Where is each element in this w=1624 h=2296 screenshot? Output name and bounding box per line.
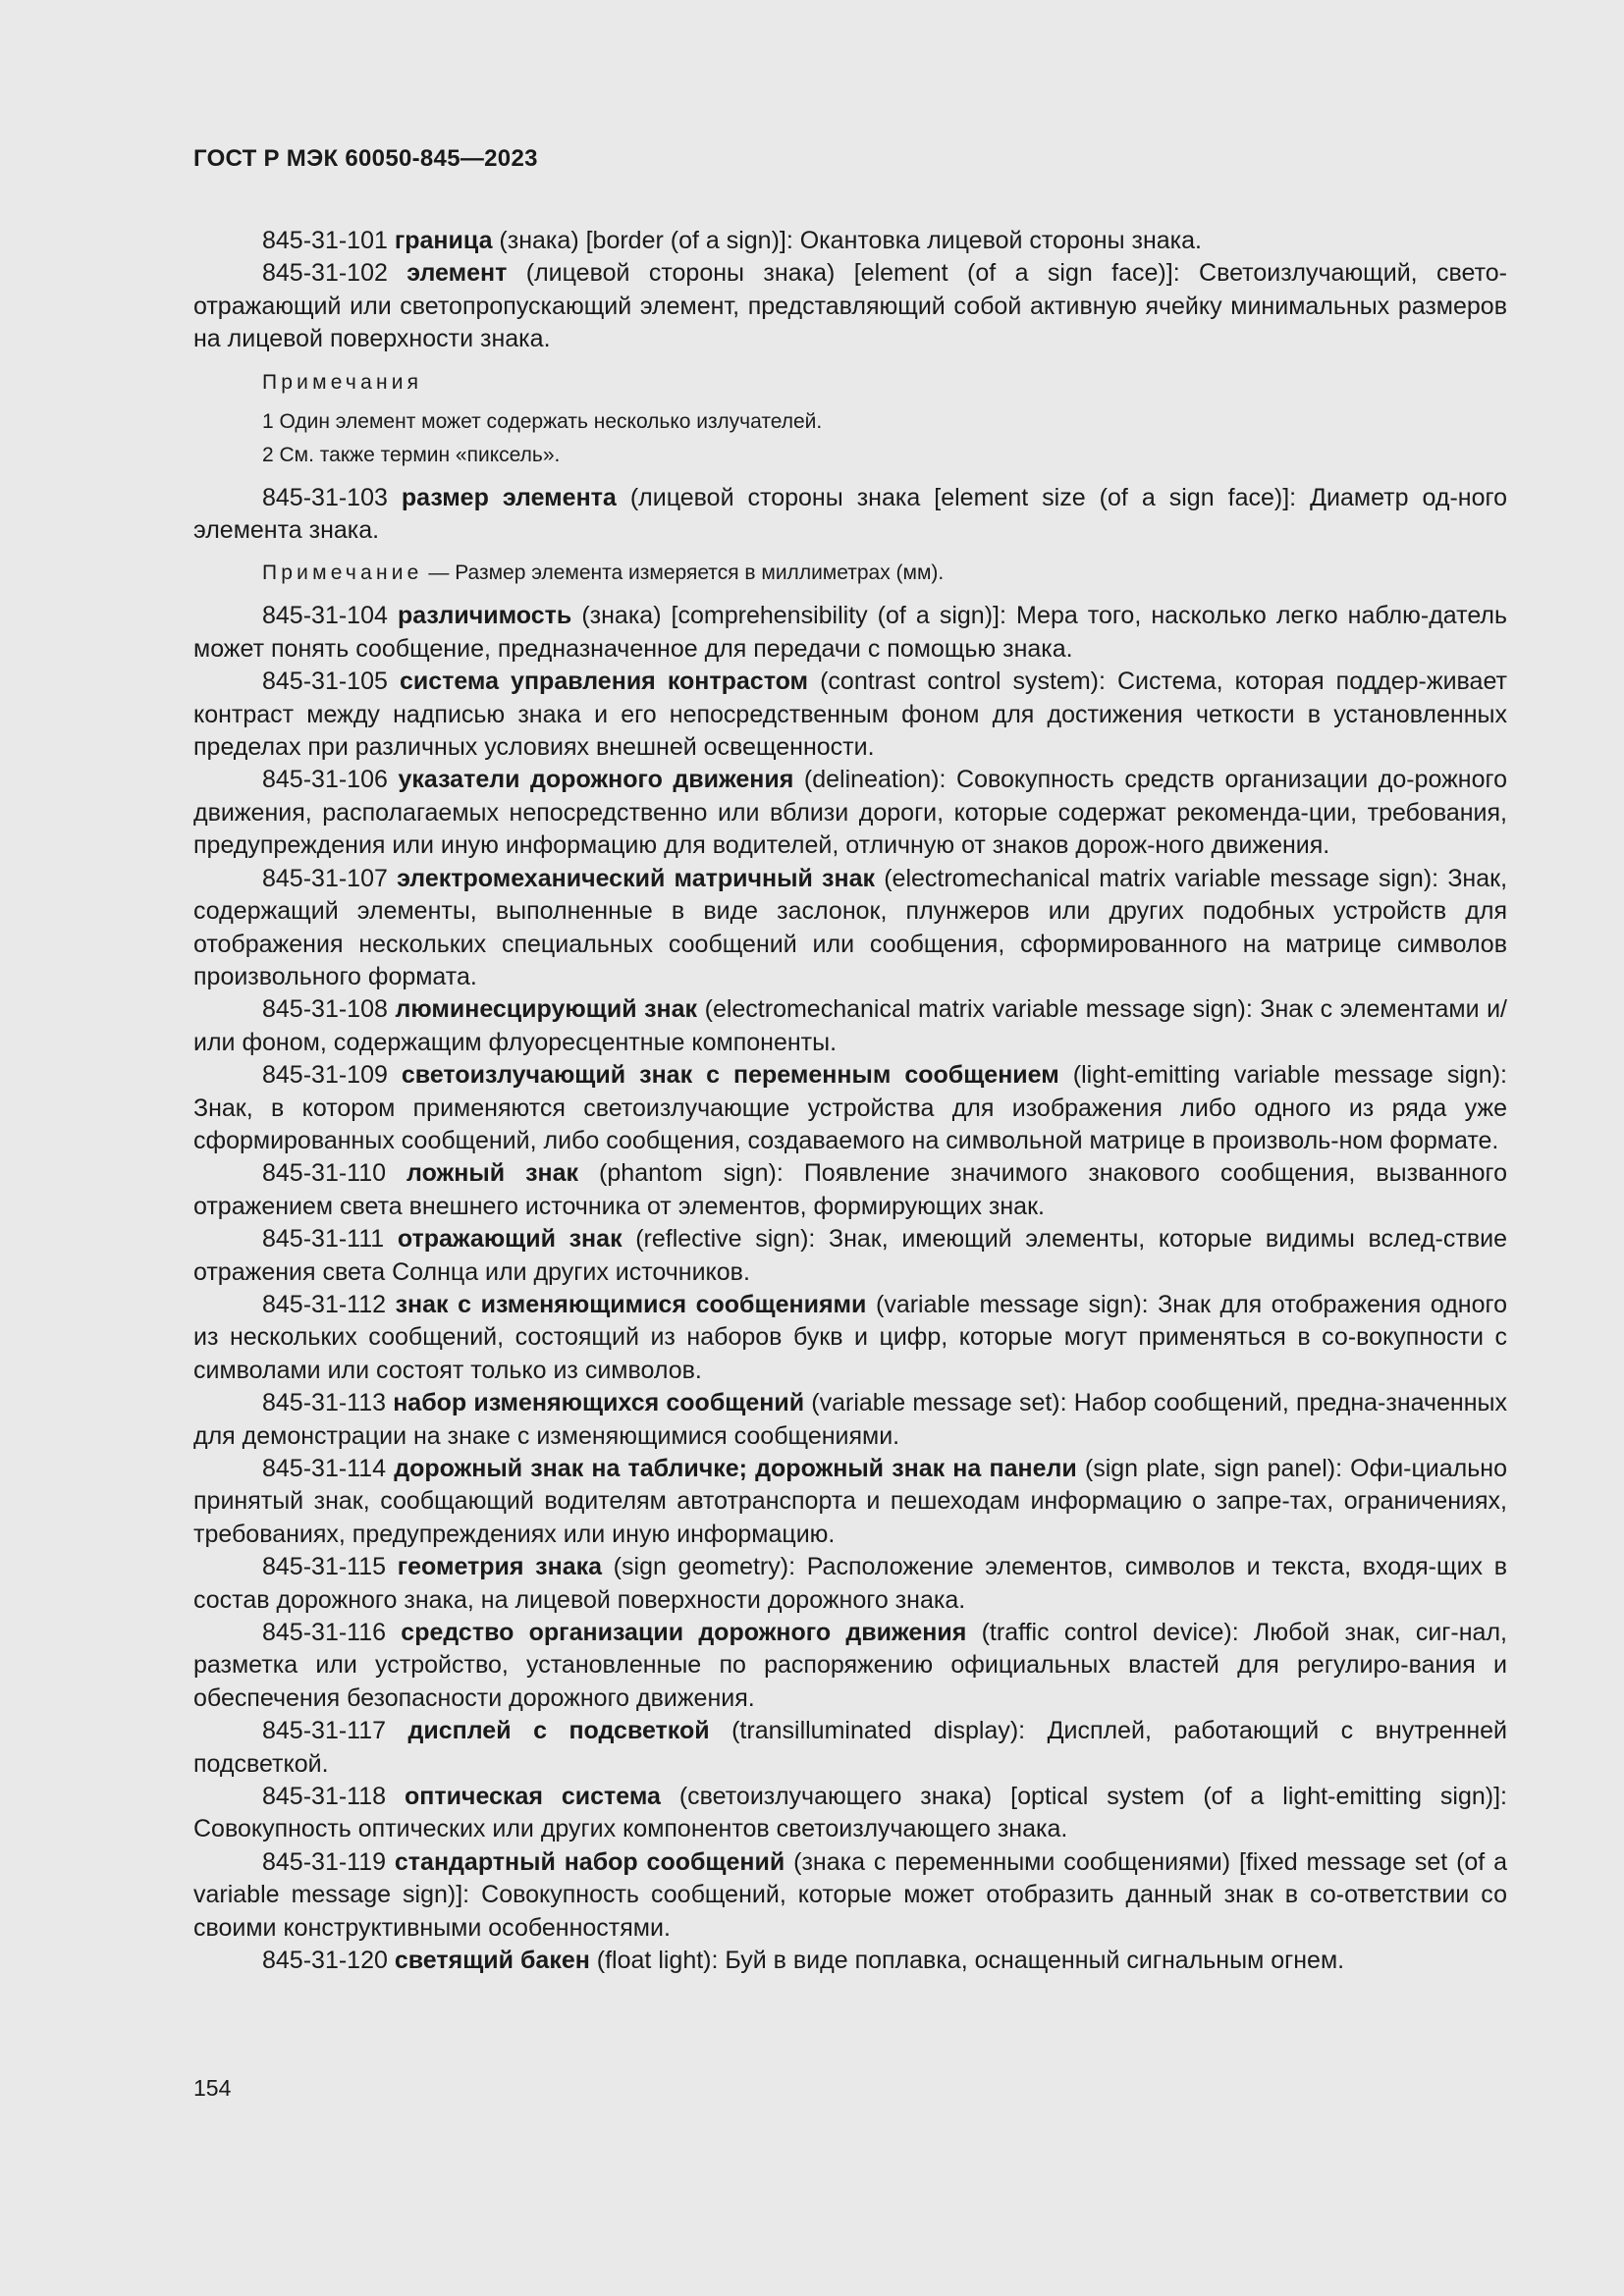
term-name: различимость	[397, 602, 572, 630]
note-item: 2 См. также термин «пиксель».	[262, 443, 561, 466]
term-definition: (variable message set): Набор сообщений, предна-значенных для демонстрации на знаке с изменяющимися сообщениями.	[193, 1389, 1507, 1450]
note	[262, 557, 1507, 590]
term-number: 845-31-108	[262, 995, 388, 1024]
term-definition: (delineation): Совокупность средств организации до-рожного движения, располагаемых непосредственно или вблизи дороги, которые содержат рекоменда-ции, требования, предупреждения или иную информацию для водителей, отличную от знаков дорож-ного движения.	[193, 766, 1507, 860]
term-entry	[193, 1289, 1507, 1387]
document-body	[193, 225, 1507, 1978]
term-definition: (знака) [border (of a sign)]: Окантовка лицевой стороны знака.	[492, 227, 1202, 254]
term-entry	[193, 1846, 1507, 1945]
term-entry	[193, 1157, 1507, 1223]
term-definition: (sign geometry): Расположение элементов, символов и текста, входя-щих в состав дорожного знака, на лицевой поверхности дорожного знака.	[193, 1553, 1507, 1614]
term-name: стандартный набор сообщений	[394, 1847, 785, 1876]
term-number: 845-31-119	[262, 1847, 387, 1876]
term-number: 845-31-101	[262, 227, 388, 254]
term-entry	[193, 1223, 1507, 1289]
term-definition: (contrast control system): Система, которая поддер-живает контраст между надписью знака и его непосредственным фоном для достижения четкости в установленных пределах при различных условиях внешней освещенности.	[193, 667, 1507, 762]
term-number: 845-31-118	[262, 1783, 387, 1811]
term-entry	[193, 1551, 1507, 1617]
term-definition: (variable message sign): Знак для отображения одного из нескольких сообщений, состоящий из наборов букв и цифр, которые могут применяться в со-вокупности с символами или состоят только из символов.	[193, 1290, 1507, 1384]
term-number: 845-31-102	[262, 259, 388, 288]
term-number: 845-31-113	[262, 1389, 387, 1417]
term-name: граница	[394, 227, 493, 254]
term-number: 845-31-107	[262, 864, 388, 892]
term-entry	[193, 993, 1507, 1059]
term-name: набор изменяющихся сообщений	[393, 1389, 805, 1417]
term-number: 845-31-120	[262, 1947, 388, 1975]
term-name: светоизлучающий знак с переменным сообщением	[401, 1061, 1059, 1090]
term-name: дорожный знак на табличке; дорожный знак на панели	[394, 1455, 1077, 1482]
term-definition: (float light): Буй в виде поплавка, оснащенный сигнальным огнем.	[589, 1947, 1345, 1975]
term-name: элемент	[406, 259, 508, 288]
term-name: ложный знак	[406, 1159, 579, 1188]
term-name: размер элемента	[401, 483, 617, 511]
note-label: Примечание	[262, 561, 423, 585]
term-definition: (transilluminated display): Дисплей, работающий с внутренней подсветкой.	[193, 1717, 1507, 1778]
term-name: геометрия знака	[397, 1553, 603, 1581]
term-number: 845-31-114	[262, 1455, 387, 1482]
term-number: 845-31-116	[262, 1619, 387, 1647]
notes-title: Примечания	[262, 370, 423, 394]
term-name: светящий бакен	[394, 1947, 590, 1975]
term-entry	[193, 1059, 1507, 1157]
term-number: 845-31-111	[262, 1225, 385, 1254]
term-definition: (electromechanical matrix variable message sign): Знак, содержащий элементы, выполненные в виде заслонок, плунжеров или других подобных устройств для отображения нескольких специальных сообщений или сообщения, сформированного на матрице символов произвольного формата.	[193, 864, 1508, 990]
term-entry	[193, 225, 1507, 257]
term-number: 845-31-110	[262, 1159, 387, 1188]
term-entry	[193, 1453, 1507, 1551]
term-entry	[193, 1715, 1507, 1781]
term-number: 845-31-117	[262, 1717, 387, 1745]
document-header: ГОСТ Р МЭК 60050-845—2023	[193, 145, 538, 172]
term-number: 845-31-115	[262, 1553, 387, 1581]
term-number: 845-31-103	[262, 483, 388, 511]
term-name: отражающий знак	[397, 1225, 623, 1254]
term-number: 845-31-105	[262, 667, 388, 696]
term-definition: (лицевой стороны знака [element size (of a sign face)]: Диаметр од-ного элемента знака.	[193, 483, 1507, 545]
term-name: электромеханический матричный знак	[397, 864, 875, 892]
term-definition: (лицевой стороны знака) [element (of a sign face)]: Светоизлучающий, свето-отражающий или светопропускающий элемент, представляющий собой активную ячейку минимальных размеров на лицевой поверхности знака.	[193, 259, 1507, 353]
term-name: средство организации дорожного движения	[401, 1619, 967, 1647]
term-name: указатели дорожного движения	[398, 766, 794, 794]
term-definition: (reflective sign): Знак, имеющий элементы, которые видимы вслед-ствие отражения света Солнца или других источников.	[193, 1225, 1507, 1286]
term-entry	[193, 1387, 1507, 1453]
term-entry	[193, 1617, 1507, 1715]
term-name: оптическая система	[404, 1783, 661, 1811]
term-definition: (sign plate, sign panel): Офи-циально принятый знак, сообщающий водителям автотранспорта и пешеходам информацию о запре-тах, ограничениях, требованиях, предупреждениях или иную информацию.	[193, 1455, 1507, 1548]
term-definition: (светоизлучающего знака) [optical system (of a light-emitting sign)]: Совокупность оптических или других компонентов светоизлучающего знака.	[193, 1783, 1507, 1843]
term-entry	[193, 1945, 1507, 1977]
term-number: 845-31-112	[262, 1290, 387, 1318]
page-number: 154	[193, 2075, 232, 2101]
term-definition: (знака с переменными сообщениями) [fixed message set (of a variable message sign)]: Совокупность сообщений, которые может отобразить данный знак в со-ответствии со своими конструктивными особенностями.	[193, 1847, 1508, 1942]
term-entry	[193, 482, 1507, 548]
note-item: 1 Один элемент может содержать несколько излучателей.	[262, 409, 823, 433]
term-entry	[193, 863, 1507, 994]
term-definition: (light-emitting variable message sign): Знак, в котором применяются светоизлучающие устройства для изображения либо одного из ряда уже сформированных сообщений, либо сообщения, создаваемого на символьной матрице в произволь-ном формате.	[193, 1061, 1507, 1154]
term-number: 845-31-104	[262, 602, 388, 630]
term-definition: (traffic control device): Любой знак, сиг-нал, разметка или устройство, установленные по распоряжению официальных властей для регулиро-вания и обеспечения безопасности дорожного движения.	[193, 1619, 1507, 1712]
notes-block	[262, 366, 1507, 472]
term-name: знак с изменяющимися сообщениями	[395, 1290, 867, 1318]
term-name: система управления контрастом	[399, 667, 809, 696]
term-entry	[193, 764, 1507, 862]
term-entry	[193, 1781, 1507, 1846]
term-entry	[193, 257, 1507, 355]
term-number: 845-31-109	[262, 1061, 388, 1090]
term-entry	[193, 666, 1507, 764]
term-number: 845-31-106	[262, 766, 388, 794]
note-text: — Размер элемента измеряется в миллиметрах (мм).	[422, 561, 945, 585]
term-name: люминесцирующий знак	[395, 995, 698, 1024]
term-definition: (знака) [comprehensibility (of a sign)]: Мера того, насколько легко наблю-датель может понять сообщение, предназначенное для передачи с помощью знака.	[193, 602, 1508, 663]
term-definition: (phantom sign): Появление значимого знакового сообщения, вызванного отражением света внешнего источника от элементов, формирующих знак.	[193, 1159, 1507, 1220]
term-entry	[193, 600, 1507, 666]
term-definition: (electromechanical matrix variable message sign): Знак с элементами и/или фоном, содержащим флуоресцентные компоненты.	[193, 995, 1508, 1056]
term-name: дисплей с подсветкой	[407, 1717, 710, 1745]
